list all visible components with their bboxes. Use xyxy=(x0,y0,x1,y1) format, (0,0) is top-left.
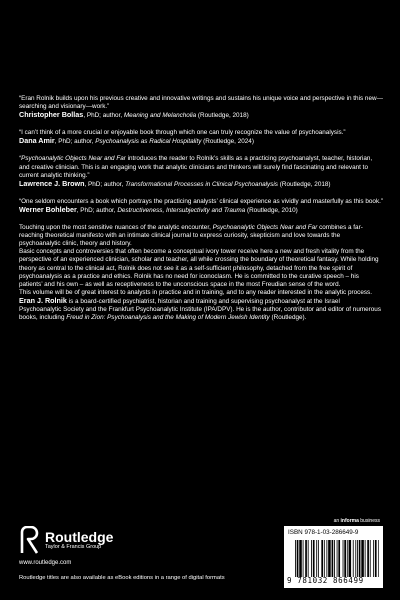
endorsement-quote: “I can’t think of a more crucial or enjoyable book through which one can truly recognize the value of psychoanalysis.” xyxy=(19,129,346,137)
description-text: combines a far-reaching theoretical manifesto with an intimate clinical journal to express curiosity, skepticism and love towards the psychoanalytic clinic, theory and history. xyxy=(19,224,363,248)
endorser-work: Destructiveness, Intersubjectivity and Trauma xyxy=(117,206,246,214)
endorsement-attribution xyxy=(19,180,383,189)
endorser-credentials: , PhD; author, xyxy=(83,112,124,120)
publisher-logo xyxy=(19,526,113,554)
endorser-work: Meaning and Melancholia xyxy=(123,112,197,120)
endorser-credentials: , PhD; author, xyxy=(54,138,96,146)
author-bio-text: is a board-certified psychiatrist, historian and training and supervising psychoanalyst at the Israel Psychoanalytic Society and the Frankfurt Psychoanalytic Institute (IPA/DPV). He is the author, contributor and editor of numerous books, including xyxy=(19,297,382,322)
description-paragraph: This volume will be of great interest to analysts in practice and in training, and to any reader interested in the analytic process. xyxy=(19,288,372,296)
description-text: Touching upon the most sensitive nuances of the analytic encounter, xyxy=(19,224,213,232)
endorser-name: Dana Amir xyxy=(19,136,55,146)
endorsement-quote: “One seldom encounters a book which portrays the practicing analysts’ clinical experience as vividly and masterfully as this book.” xyxy=(19,197,383,205)
book-title: Psychoanalytic Objects Near and Far xyxy=(212,224,318,232)
endorsement-quote xyxy=(19,155,383,179)
endorser-name: Werner Bohleber xyxy=(19,204,77,214)
endorser-credentials: , PhD; author, xyxy=(84,180,126,188)
publisher-name: Routledge xyxy=(45,528,114,545)
cover-text xyxy=(19,95,383,322)
endorser-credentials: , PhD; author, xyxy=(76,206,118,214)
endorser-source: (Routledge, 2018) xyxy=(277,180,331,188)
author-bio-text-end: (Routledge). xyxy=(269,314,307,322)
endorser-work: Psychoanalysis as Radical Hospitality xyxy=(95,138,202,146)
endorser-source: (Routledge, 2010) xyxy=(245,206,298,214)
endorser-name: Christopher Bollas xyxy=(19,110,84,120)
isbn-barcode xyxy=(284,526,383,588)
informa-post: business xyxy=(358,518,380,524)
publisher-group: Taylor & Francis Group xyxy=(45,543,102,550)
endorsement xyxy=(19,198,383,215)
endorser-source: (Routledge, 2018) xyxy=(196,112,249,120)
isbn-number: 9 781032 866499 xyxy=(287,576,364,585)
endorser-source: (Routledge, 2024) xyxy=(201,138,254,146)
endorsement xyxy=(19,95,383,120)
informa-pre: an xyxy=(333,518,341,524)
author-bio xyxy=(19,297,383,322)
endorsement xyxy=(19,155,383,188)
endorsement-quote-title: “Psychoanalytic Objects Near and Far xyxy=(19,155,126,163)
isbn-label: ISBN 978-1-03-286649-9 xyxy=(288,529,359,536)
endorsement-quote-body: introduces the reader to Rolnik’s skills as a practicing psychoanalyst, teacher, historian, and creative clinician. This is an engaging work that analytic clinicians and thinkers will surely find fascinating and relevant to current analytic thinking.” xyxy=(19,155,373,179)
ebook-note: Routledge titles are also available as eBook editions in a range of digital formats xyxy=(19,575,225,581)
endorser-work: Transformational Processes in Clinical Psychoanalysis xyxy=(125,180,278,188)
description-paragraph xyxy=(19,224,383,248)
barcode-icon xyxy=(295,540,379,577)
endorsement-quote: “Eran Rolnik builds upon his previous creative and innovative writings and sustains his unique voice and perspective in this new—searching and visionary—work.” xyxy=(19,95,383,111)
publisher-website-link[interactable]: www.routledge.com xyxy=(19,560,72,566)
routledge-r-icon xyxy=(19,526,41,554)
description-paragraph: Basic concepts and controversies that often become a conceptual ivory tower receive here a new and fresh vitality from the perspective of an experienced clinician, scholar and teacher, all while crossing the boundary of theoretical fantasy. While holding theory as central to the clinical act, Rolnik does not see it as a self-sufficient philosophy, detached from the free spirit of psychoanalysis as a practice and ethics. Rolnik has no need for iconoclasm. He is committed to the curative speech – his patients’ and his own – as well as receptiveness to the unconscious space in the most Freudian sense of the word. xyxy=(19,248,379,288)
endorser-name: Lawrence J. Brown xyxy=(19,178,85,188)
author-bio-book: Freud in Zion: Psychoanalysis and the Making of Modern Jewish Identity xyxy=(66,314,270,322)
endorsement-attribution xyxy=(19,206,383,215)
author-name: Eran J. Rolnik xyxy=(19,295,67,305)
informa-brand: informa xyxy=(340,518,359,524)
endorsement-attribution xyxy=(19,111,383,120)
endorsement xyxy=(19,129,383,146)
endorsement-attribution xyxy=(19,137,383,146)
informa-tagline xyxy=(334,518,380,524)
